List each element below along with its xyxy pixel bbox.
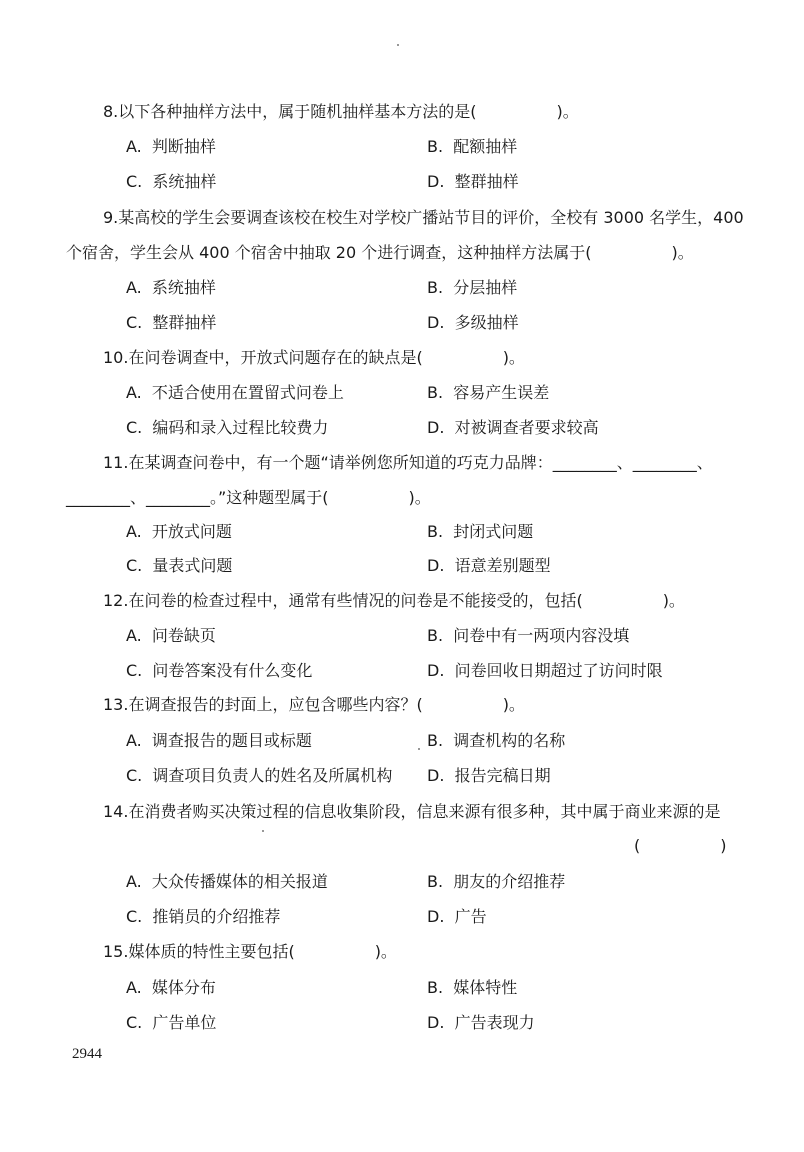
question-11-option-d: D. 语意差别题型 (427, 556, 551, 575)
question-10-option-b: B. 容易产生误差 (427, 383, 550, 402)
question-12-stem: 12.在问卷的检查过程中，通常有些情况的问卷是不能接受的，包括( )。 (103, 591, 685, 610)
question-11-option-b: B. 封闭式问题 (427, 522, 534, 541)
question-11-stem-continued: ________、________。”这种题型属于( )。 (66, 488, 431, 507)
question-9-option-d: D. 多级抽样 (427, 313, 519, 332)
scan-speck (397, 44, 399, 46)
question-15-option-c: C. 广告单位 (126, 1013, 217, 1032)
question-14-answer-blank: ( ) (634, 836, 727, 855)
question-14-stem: 14.在消费者购买决策过程的信息收集阶段，信息来源有很多种，其中属于商业来源的是 (103, 802, 721, 821)
scan-speck (262, 830, 264, 832)
question-14-option-a: A. 大众传播媒体的相关报道 (126, 872, 328, 891)
question-14-option-b: B. 朋友的介绍推荐 (427, 872, 566, 891)
question-9-option-a: A. 系统抽样 (126, 278, 216, 297)
question-8-option-a: A. 判断抽样 (126, 137, 216, 156)
question-13-option-c: C. 调查项目负责人的姓名及所属机构 (126, 766, 393, 785)
question-9-option-c: C. 整群抽样 (126, 313, 217, 332)
question-12-option-d: D. 问卷回收日期超过了访问时限 (427, 661, 663, 680)
question-8-stem: 8.以下各种抽样方法中，属于随机抽样基本方法的是( )。 (103, 102, 579, 121)
question-9-stem: 9.某高校的学生会要调查该校在校生对学校广播站节目的评价，全校有 3000 名学生，400 (103, 208, 744, 227)
question-8-option-c: C. 系统抽样 (126, 172, 217, 191)
question-9-option-b: B. 分层抽样 (427, 278, 518, 297)
question-14-option-d: D. 广告 (427, 907, 487, 926)
question-13-stem: 13.在调查报告的封面上，应包含哪些内容？( )。 (103, 695, 525, 714)
question-13-option-d: D. 报告完稿日期 (427, 766, 551, 785)
question-14-option-c: C. 推销员的介绍推荐 (126, 907, 281, 926)
question-11-stem: 11.在某调查问卷中，有一个题“请举例您所知道的巧克力品牌：________、________、 (103, 453, 713, 472)
question-11-option-c: C. 量表式问题 (126, 556, 233, 575)
page-number: 2944 (72, 1046, 102, 1062)
question-13-option-b: B. 调查机构的名称 (427, 731, 566, 750)
question-8-option-b: B. 配额抽样 (427, 137, 518, 156)
question-15-option-b: B. 媒体特性 (427, 978, 518, 997)
question-8-option-d: D. 整群抽样 (427, 172, 519, 191)
question-12-option-b: B. 问卷中有一两项内容没填 (427, 626, 630, 645)
question-13-option-a: A. 调查报告的题目或标题 (126, 731, 312, 750)
question-10-option-d: D. 对被调查者要求较高 (427, 418, 599, 437)
scan-speck (418, 748, 420, 750)
question-10-option-a: A. 不适合使用在置留式问卷上 (126, 383, 344, 402)
question-15-option-d: D. 广告表现力 (427, 1013, 535, 1032)
question-11-option-a: A. 开放式问题 (126, 522, 232, 541)
question-10-stem: 10.在问卷调查中，开放式问题存在的缺点是( )。 (103, 348, 525, 367)
question-15-stem: 15.媒体质的特性主要包括( )。 (103, 942, 397, 961)
question-15-option-a: A. 媒体分布 (126, 978, 216, 997)
question-10-option-c: C. 编码和录入过程比较费力 (126, 418, 329, 437)
question-9-stem-continued: 个宿舍，学生会从 400 个宿舍中抽取 20 个进行调查，这种抽样方法属于( )。 (66, 243, 694, 262)
question-12-option-a: A. 问卷缺页 (126, 626, 216, 645)
question-12-option-c: C. 问卷答案没有什么变化 (126, 661, 313, 680)
